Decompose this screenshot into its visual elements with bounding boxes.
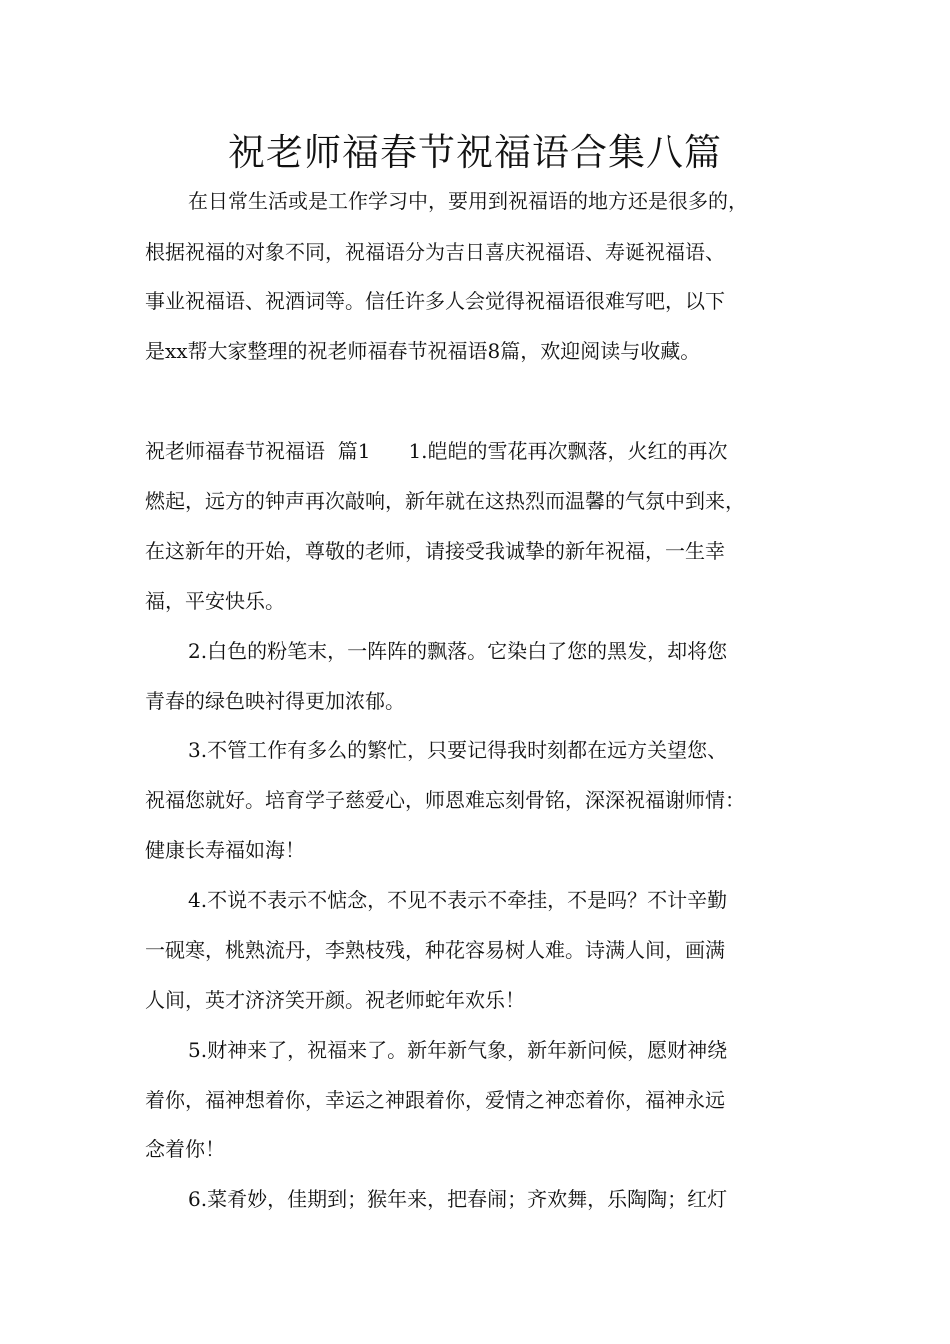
intro-line: 根据祝福的对象不同，祝福语分为吉日喜庆祝福语、寿诞祝福语、 <box>145 240 725 264</box>
paragraph-line: 着你，福神想着你，幸运之神跟着你，爱情之神恋着你，福神永远 <box>145 1088 725 1112</box>
paragraph-line: 祝福您就好。培育学子慈爱心，师恩难忘刻骨铭，深深祝福谢师情： <box>145 788 745 812</box>
intro-line: 是xx帮大家整理的祝老师福春节祝福语8篇，欢迎阅读与收藏。 <box>145 339 701 363</box>
paragraph-line: 4.不说不表示不惦念，不见不表示不牵挂，不是吗？不计辛勤 <box>188 888 728 912</box>
paragraph-line: 福，平安快乐。 <box>145 589 285 613</box>
paragraph-line: 燃起，远方的钟声再次敲响，新年就在这热烈而温馨的气氛中到来， <box>145 489 745 513</box>
section-heading: 祝老师福春节祝福语 篇1 <box>145 439 371 463</box>
paragraph-line: 念着你！ <box>145 1137 225 1161</box>
document-title: 祝老师福春节祝福语合集八篇 <box>228 131 722 174</box>
paragraph-line: 健康长寿福如海！ <box>145 838 305 862</box>
paragraph-line: 一砚寒，桃熟流丹，李熟枝残，种花容易树人难。诗满人间，画满 <box>145 938 725 962</box>
paragraph-line: 2.白色的粉笔末，一阵阵的飘落。它染白了您的黑发，却将您 <box>188 639 728 663</box>
paragraph-line: 青春的绿色映衬得更加浓郁。 <box>145 689 405 713</box>
intro-line: 事业祝福语、祝酒词等。信任许多人会觉得祝福语很难写吧，以下 <box>145 289 725 313</box>
intro-line: 在日常生活或是工作学习中，要用到祝福语的地方还是很多的， <box>188 189 748 213</box>
paragraph-line: 在这新年的开始，尊敬的老师，请接受我诚挚的新年祝福，一生幸 <box>145 539 725 563</box>
section-heading-line <box>145 436 835 466</box>
paragraph-line: 人间，英才济济笑开颜。祝老师蛇年欢乐！ <box>145 988 525 1012</box>
paragraph-line: 3.不管工作有多么的繁忙，只要记得我时刻都在远方关望您、 <box>188 738 728 762</box>
paragraph-line: 6.菜肴妙，佳期到；猴年来，把春闹；齐欢舞，乐陶陶；红灯 <box>188 1187 728 1211</box>
paragraph-text: 1.皑皑的雪花再次飘落，火红的再次 <box>408 439 728 463</box>
paragraph-line: 5.财神来了，祝福来了。新年新气象，新年新问候，愿财神绕 <box>188 1038 728 1062</box>
